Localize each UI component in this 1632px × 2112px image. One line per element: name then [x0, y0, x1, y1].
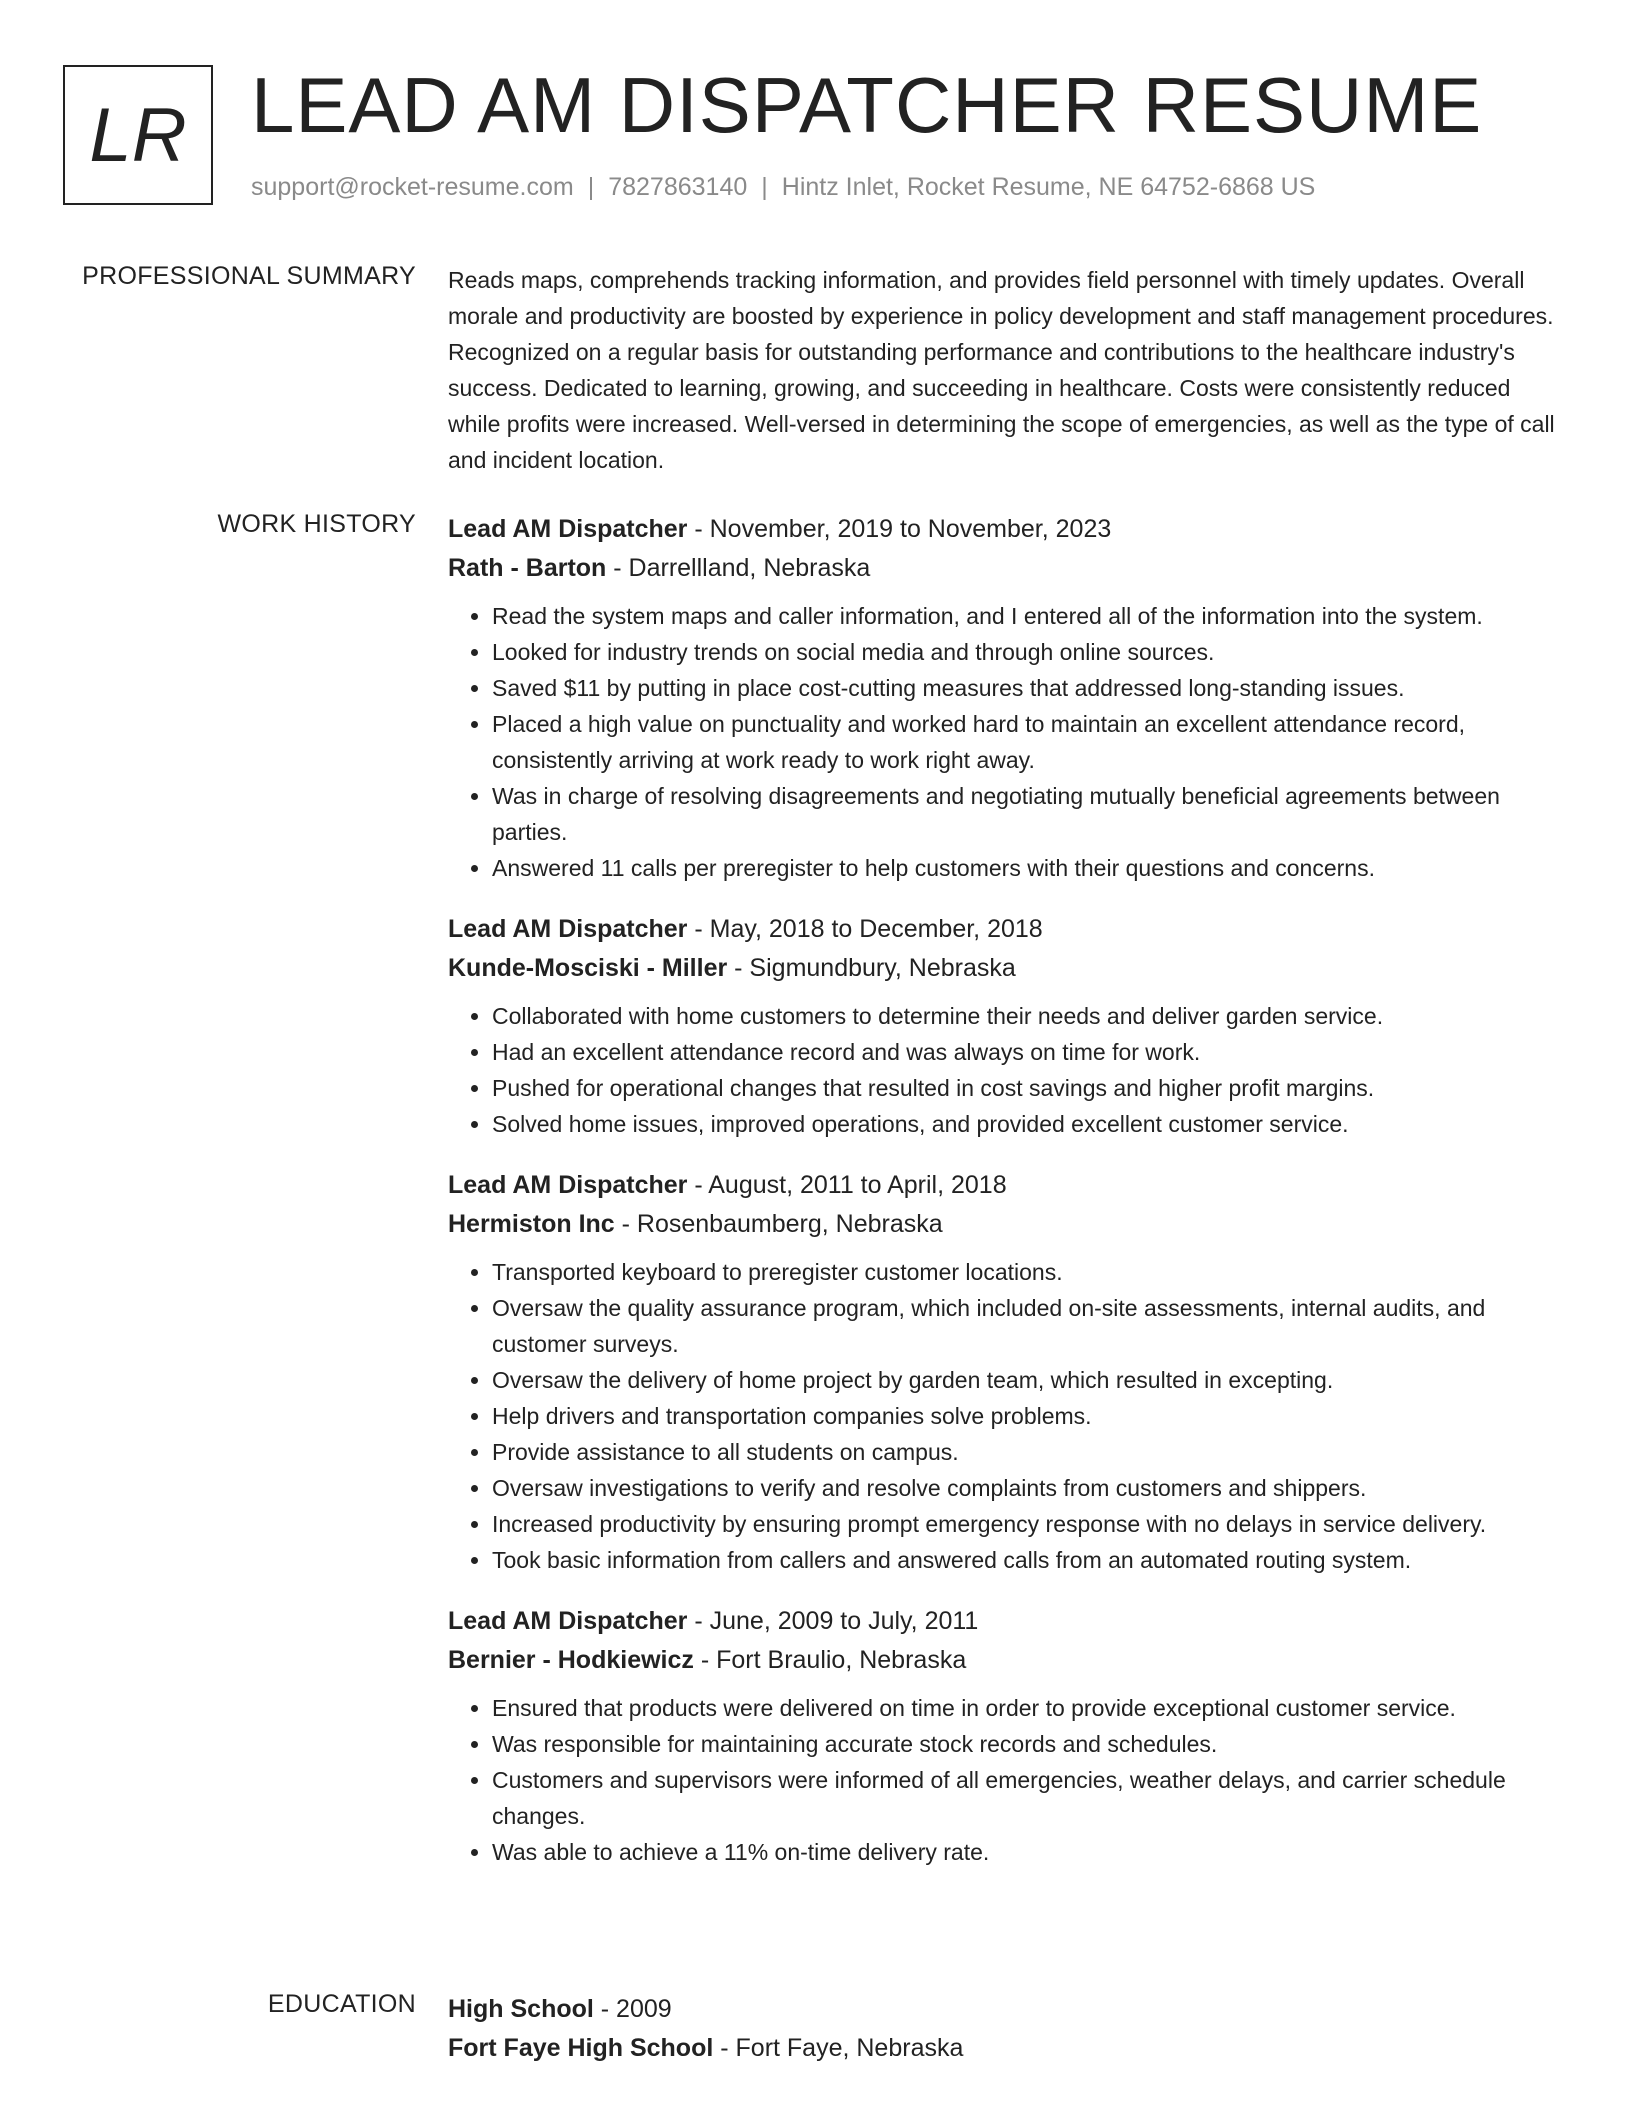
contact-email[interactable]: support@rocket-resume.com — [251, 173, 574, 201]
job-bullet: • Was able to achieve a 11% on-time delivery rate. — [492, 1834, 1568, 1870]
education-year: - 2009 — [593, 1995, 672, 2023]
job-bullet: • Help drivers and transportation companies solve problems. — [492, 1398, 1568, 1434]
job-bullet: • Oversaw the quality assurance program, which included on-site assessments, internal audits, and customer surveys. — [492, 1290, 1568, 1362]
job-bullet: • Saved $11 by putting in place cost-cutting measures that addressed long-standing issues. — [492, 670, 1568, 706]
job-title: Lead AM Dispatcher — [448, 915, 688, 943]
job-bullet: • Increased productivity by ensuring prompt emergency response with no delays in service delivery. — [492, 1506, 1568, 1542]
job-location: - Darrellland, Nebraska — [606, 554, 871, 582]
job-bullet: • Provide assistance to all students on campus. — [492, 1434, 1568, 1470]
job-company: Hermiston Inc — [448, 1210, 615, 1238]
page-title: LEAD AM DISPATCHER RESUME — [251, 61, 1483, 149]
job-bullet: • Oversaw investigations to verify and resolve complaints from customers and shippers. — [492, 1470, 1568, 1506]
job-bullet: • Was responsible for maintaining accurate stock records and schedules. — [492, 1726, 1568, 1762]
job-location: - Rosenbaumberg, Nebraska — [614, 1210, 943, 1238]
job-dates: - August, 2011 to April, 2018 — [687, 1171, 1007, 1199]
contact-separator: | — [761, 173, 768, 201]
contact-line — [251, 173, 1315, 202]
job-bullet: • Transported keyboard to preregister customer locations. — [492, 1254, 1568, 1290]
job-bullet: • Was in charge of resolving disagreements and negotiating mutually beneficial agreements between parties. — [492, 778, 1568, 850]
job-bullet: • Took basic information from callers and answered calls from an automated routing system. — [492, 1542, 1568, 1578]
job-bullet-list — [448, 998, 1568, 1142]
job-company: Kunde-Mosciski - Miller — [448, 954, 728, 982]
job-dates: - November, 2019 to November, 2023 — [687, 515, 1112, 543]
job-bullet: • Looked for industry trends on social media and through online sources. — [492, 634, 1568, 670]
job-bullet-list — [448, 1254, 1568, 1578]
job-bullet-list — [448, 1690, 1568, 1870]
resume-header — [63, 61, 1563, 210]
job-entry — [448, 1166, 1568, 1578]
section-label-summary: PROFESSIONAL SUMMARY — [82, 262, 416, 290]
job-entry — [448, 910, 1568, 1142]
job-bullet: • Answered 11 calls per preregister to help customers with their questions and concerns. — [492, 850, 1568, 886]
section-label-education: EDUCATION — [267, 1990, 416, 2018]
job-location: - Sigmundbury, Nebraska — [727, 954, 1016, 982]
job-company: Bernier - Hodkiewicz — [448, 1646, 694, 1674]
job-bullet: • Placed a high value on punctuality and worked hard to maintain an excellent attendance record, consistently arriving at work ready to work right away. — [492, 706, 1568, 778]
job-title: Lead AM Dispatcher — [448, 1607, 688, 1635]
job-bullet-list — [448, 598, 1568, 886]
job-company: Rath - Barton — [448, 554, 607, 582]
job-dates: - May, 2018 to December, 2018 — [687, 915, 1043, 943]
education-degree: High School — [448, 1995, 594, 2023]
job-bullet: • Had an excellent attendance record and was always on time for work. — [492, 1034, 1568, 1070]
job-bullet: • Ensured that products were delivered on time in order to provide exceptional customer service. — [492, 1690, 1568, 1726]
job-title: Lead AM Dispatcher — [448, 1171, 688, 1199]
monogram-logo: LR — [63, 65, 213, 205]
education-school: Fort Faye High School — [448, 2034, 714, 2062]
job-dates: - June, 2009 to July, 2011 — [687, 1607, 979, 1635]
job-bullet: • Customers and supervisors were informed of all emergencies, weather delays, and carrier schedule changes. — [492, 1762, 1568, 1834]
section-label-work-history: WORK HISTORY — [217, 510, 416, 538]
job-bullet: • Read the system maps and caller information, and I entered all of the information into the system. — [492, 598, 1568, 634]
job-location: - Fort Braulio, Nebraska — [693, 1646, 967, 1674]
job-bullet: • Pushed for operational changes that resulted in cost savings and higher profit margins. — [492, 1070, 1568, 1106]
job-bullet: • Oversaw the delivery of home project by garden team, which resulted in excepting. — [492, 1362, 1568, 1398]
job-bullet: • Collaborated with home customers to determine their needs and deliver garden service. — [492, 998, 1568, 1034]
contact-phone[interactable]: 7827863140 — [608, 173, 748, 201]
education-location: - Fort Faye, Nebraska — [713, 2034, 964, 2062]
job-bullet: • Solved home issues, improved operations, and provided excellent customer service. — [492, 1106, 1568, 1142]
job-title: Lead AM Dispatcher — [448, 515, 688, 543]
contact-address: Hintz Inlet, Rocket Resume, NE 64752-6868 US — [781, 173, 1316, 201]
job-entry — [448, 510, 1568, 886]
job-entry — [448, 1602, 1568, 1870]
contact-separator: | — [587, 173, 595, 201]
summary-text: Reads maps, comprehends tracking information, and provides field personnel with timely updates. Overall morale and productivity are boosted by experience in policy development and staff management procedures. Recognized on a regular basis for outstanding performance and contributions to the healthcare industry's success. Dedicated to learning, growing, and succeeding in healthcare. Costs were consistently reduced while profits were increased. Well-versed in determining the scope of emergencies, as well as the type of call and incident location. — [448, 267, 1555, 473]
